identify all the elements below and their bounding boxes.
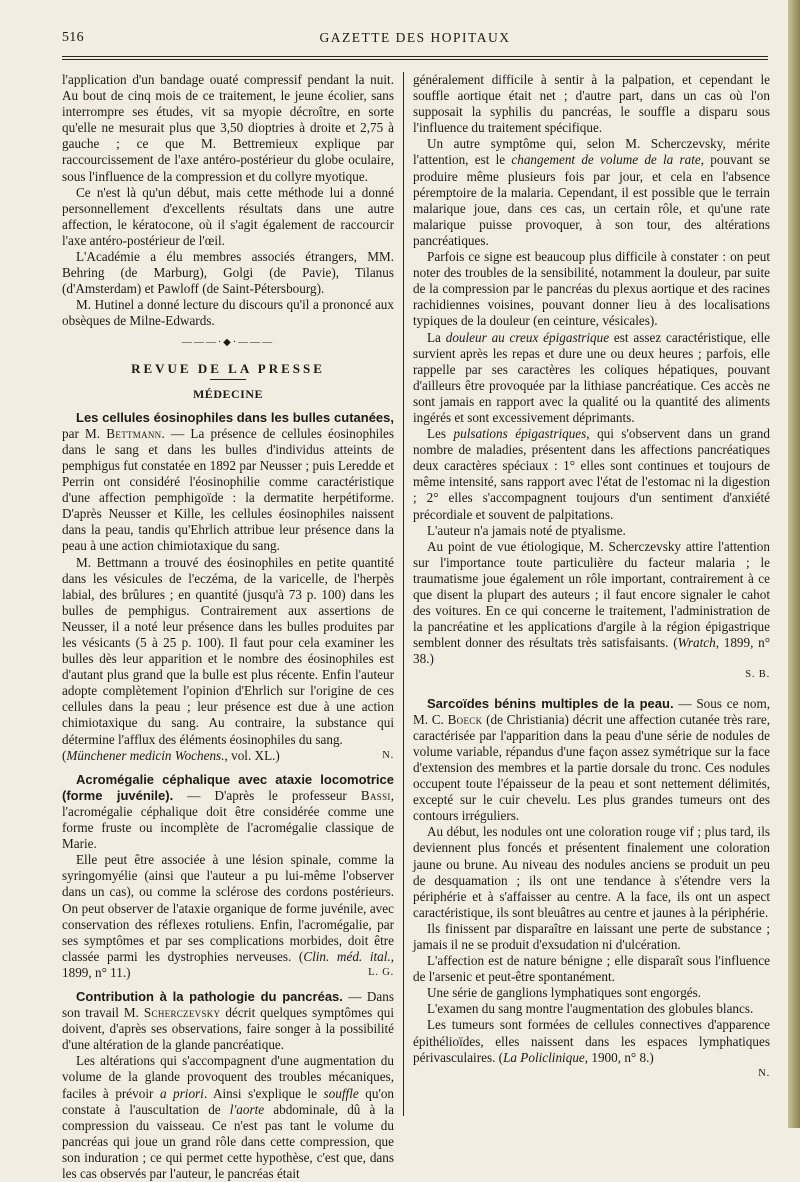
- article-eosinophiles: Les cellules éosinophiles dans les bulles cutanées, par M. Bettmann. — La présence de cellules éosinophiles dans le sang et dans les bulles d'individus atteints de pemphigus fut constatée en 1892 par Neusser ; puis Leredde et Perrin ont considéré l'éosinophilie comme caractéristique d'une affection pemphigoïde : la dermatite herpétiforme. D'après Neusser et Kille, les cellules éosinophiles naissent dans la peau, tandis qu'Ehrlich attribue leur présence dans la peau à une action chimiotaxique du sang. M. Bettmann a trouvé des éosinophiles en petite quantité dans les vésicules de l'eczéma, de la varicelle, de l'herpès labial, des brûlures ; en quantité (jusqu'à 73 p. 100) dans les bulles de pemphigus. Contrairement aux assertions de Neusser, il a noté leur présence dans les bulles produites par les vésicants (5 à 25 p. 100). Il faut pour cela examiner les bulles dès leur apparition et le nombre des éosinophiles est d'autant plus grand que la bulle est plus récente. Enfin l'auteur adopte complètement l'opinion d'Ehrlich sur l'origine de ces cellules dans la peau ; leur présence est due à une action chimiotaxique du sang. Au contraire, la substance qui détermine l'afflux des éléments éosinophiles du sang. (Münchener medicin Wochens., vol. XL.) N.: [62, 409, 394, 763]
- section-title: REVUE DE LA PRESSE: [131, 360, 325, 376]
- reference-detail: , vol. XL.): [224, 747, 280, 763]
- article-title: Contribution à la pathologie du pancréas.: [76, 988, 343, 1004]
- signature: N.: [758, 1067, 770, 1079]
- text: abdominale, dû à la compression du vaisseau. Ce n'est pas tant le volume du pancréas qui joue un grand rôle dans cette compression, que son induration ; ce qui permet cette hypothèse, c'est que, dans les cas observés par l'auteur, le pancréas était: [62, 1101, 395, 1181]
- paragraph: L'Académie a élu membres associés étrangers, MM. Behring (de Marburg), Golgi (de Pavie), Tilanus (d'Amsterdam) et Pawloff (de Saint-Pétersbourg).: [62, 249, 394, 297]
- text: . — La présence de cellules éosinophiles dans le sang et dans les bulles d'individus atteints de pemphigus fut constatée en 1892 par Neusser ; puis Leredde et Perrin ont considéré l'éosinophilie comme caractéristique d'une affection pemphigoïde : la dermatite herpétiforme. D'après Neusser et Kille, les cellules éosinophiles naissent dans la peau, tandis qu'Ehrlich attribue leur présence dans la peau à une action chimiotaxique du sang.: [62, 425, 394, 554]
- text: Un autre symptôme qui, selon M. Scherczevsky, mérite l'attention, est le: [413, 136, 770, 168]
- running-head: GAZETTE DES HOPITAUX: [319, 30, 511, 45]
- italic-text: souffle: [323, 1085, 359, 1101]
- text: par M.: [62, 425, 101, 441]
- text: Au point de vue étiologique, M. Scherczevsky attire l'attention sur l'importance toute particulière du facteur malaria ; le traumatisme joue également un rôle important, contrairement à ce que disent la plupart des auteurs ; il faut encore signaler le cahot des voitures. En ce qui concerne le traitement, l'administration de la pancréatine et les applications d'argile à la région épigastrique semblent donner des résultats très satisfaisants. (: [413, 538, 770, 651]
- text: Les tumeurs sont formées de cellules connectives d'apparence épithélioïdes, elles naissent dans les espaces lymphatiques périvasculaires. (: [413, 1017, 770, 1065]
- paragraph: généralement difficile à sentir à la palpation, et cependant le souffle aortique était net ; d'autre part, dans un cas où l'on supposait la syphilis du pancréas, le souffle a disparu sous l'influence du traitement spécifique.: [413, 72, 770, 136]
- paragraph: Ce n'est là qu'un début, mais cette méthode lui a donné personnellement d'excellents résultats dans une autre affection, le kératocone, où il s'agit également de raccourcir l'axe antéro-postérieur de l'œil.: [62, 184, 394, 248]
- author-name: Scherczevsky: [143, 1005, 221, 1021]
- subsection-title: MÉDECINE: [192, 386, 263, 401]
- italic-text: l'aorte: [229, 1101, 265, 1117]
- signature: N.: [382, 749, 394, 761]
- column-divider: [403, 72, 404, 1116]
- paragraph: M. Bettmann a trouvé des éosinophiles en petite quantité dans les vésicules de l'eczéma, de la varicelle, de l'herpès labial, des brûlures ; en quantité (jusqu'à 73 p. 100) dans les bulles de pemphigus. Contrairement aux assertions de Neusser, il a noté leur présence dans les bulles produites par les vésicants (5 à 25 p. 100). Il faut pour cela examiner les bulles dès leur apparition et le nombre des éosinophiles est d'autant plus grand que la bulle est plus récente. Enfin l'auteur adopte complètement l'opinion d'Ehrlich sur l'origine de ces cellules dans la peau ; leur présence est due à une action chimiotaxique du sang. Au contraire, la substance qui détermine l'afflux des éléments éosinophiles du sang.: [62, 554, 394, 747]
- paragraph: L'examen du sang montre l'augmentation des globules blancs.: [427, 1001, 754, 1017]
- italic-text: pulsations épigastriques: [453, 426, 587, 442]
- paragraph: Au début, les nodules ont une coloration rouge vif ; plus tard, ils deviennent plus foncés et présentent finalement une coloration jaune ou brune. Au niveau des nodules anciens se produit un peu de desquamation ; ils ont une tendance à s'étendre vers la périphérie et à s'affaisser au centre. A la face, ils ont un aspect caractéristique, ils sont bleuâtres au centre et jaunes à la périphérie.: [413, 824, 770, 920]
- article-sarcoides: [413, 696, 770, 1082]
- text: (de Christiania) décrit une affection cutanée très rare, caractérisée par l'apparition dans la peau d'une série de nodules de volume variable, répandus d'une façon assez symétrique sur la face d'extension des membres et la partie dorsale du tronc. Ces nodules occupent toute l'épaisseur de la peau et sont nettement délimités, excepté sur le cuir chevelu. Les plus grandes tumeurs ont des contours irréguliers.: [413, 711, 771, 824]
- paragraph: Ils finissent par disparaître en laissant une perte de substance ; jamais il ne se produit d'exsudation ni d'ulcération.: [413, 920, 770, 952]
- reference: La Policlinique: [503, 1049, 585, 1065]
- header-rule: [62, 56, 768, 57]
- right-column: [413, 72, 770, 1082]
- paragraph: Parfois ce signe est beaucoup plus difficile à constater : on peut noter des troubles de la sensibilité, notamment la douleur, par suite de la compression par le pancréas du plexus aortique et des racines rachidiennes voisines, pouvant donner lieu à des localisations typiques de la douleur (en ceinture, vésicales).: [413, 249, 770, 329]
- paragraph: M. Hutinel a donné lecture du discours qu'il a prononcé aux obsèques de Milne-Edwards.: [62, 297, 394, 329]
- page-edge: [788, 0, 800, 1128]
- header-rule-2: [62, 59, 768, 60]
- article-acromegalie: Acromégalie céphalique avec ataxie locomotrice (forme juvénile). — D'après le professeur Bassi, l'acromégalie céphalique doit être considérée comme une forme fruste ou incomplète de l'acromégalie classique de Marie. Elle peut être associée à une lésion spinale, comme la syringomyélie (ainsi que l'auteur a pu lui-même l'observer dans un cas), ou comme la sclérose des cordons postérieurs. On peut observer de l'ataxie organique de forme juvénile, avec conservation des réflexes rotuliens. Enfin, l'acromégalie, par ses symptômes et par ses complications morbides, doit être classée parmi les dystrophies nerveuses. (Clin. méd. ital., 1899, n° 11.) L. G.: [62, 771, 395, 980]
- reference: Münchener medicin Wochens.: [66, 747, 225, 763]
- reference-detail: , 1899, n° 38.): [413, 635, 771, 667]
- signature: S. B.: [745, 669, 770, 681]
- author-name: Bettmann: [106, 425, 162, 441]
- text: Les altérations qui s'accompagnent d'une augmentation du volume de la glande provoquent des troubles mécaniques, faciles à prévoir: [62, 1053, 394, 1101]
- text: . Ainsi s'explique le: [203, 1085, 318, 1101]
- text: La: [427, 329, 441, 345]
- page-number: 516: [62, 30, 84, 45]
- left-column: [62, 72, 394, 1182]
- paragraph: Elle peut être associée à une lésion spinale, comme la syringomyélie (ainsi que l'auteur a pu lui-même l'observer dans un cas), ou comme la sclérose des cordons postérieurs. On peut observer de l'ataxie organique de forme juvénile, avec conservation des réflexes rotuliens. Enfin, l'acromégalie, par ses symptômes et par ses complications morbides, doit être classée parmi les dystrophies nerveuses.: [62, 852, 394, 964]
- paragraph: L'affection est de nature bénigne ; elle disparaît sous l'influence de l'arsenic et peut-être spontanément.: [413, 953, 770, 985]
- paragraph: L'auteur n'a jamais noté de ptyalisme.: [427, 522, 626, 538]
- page-header: [62, 30, 768, 50]
- text: — D'après le professeur: [187, 787, 347, 803]
- article-title: Les cellules éosinophiles dans les bulles cutanées,: [76, 409, 394, 425]
- signature: L. G.: [368, 966, 394, 978]
- ornament-divider: ———·◆·———: [181, 336, 275, 348]
- text: qu'on constate à l'auscultation de: [62, 1085, 395, 1117]
- italic-text: a priori: [159, 1085, 204, 1101]
- author-name: Boeck: [447, 711, 483, 727]
- text: , qui s'observent dans un grand nombre de maladies, présentent dans les affections pancréatiques deux caractères spéciaux : 1° elles sont continues et toujours de même intensité, sans rapport avec l'état de l'estomac ni la digestion ; 2° elles s'accompagnent toujours d'un sentiment d'anxiété précordiale et souvent de palpitations.: [413, 426, 770, 522]
- italic-text: changement de volume de la rate: [511, 152, 701, 168]
- paragraph: Une série de ganglions lymphatiques sont engorgés.: [427, 985, 702, 1001]
- text: décrit quelques symptômes qui doivent, d'après ses observations, faire songer à la possibilité d'une altération de la glande pancréatique.: [62, 1005, 395, 1053]
- reference: Wratch: [677, 635, 716, 651]
- reference-detail: , 1899, n° 11.): [62, 948, 394, 980]
- text: , pouvant se produire même plusieurs fois par jour, et cela en l'absence péremptoire de la malaria. Cependant, il est possible que le terrain malarique joue, dans ces cas, un certain rôle, et qu'une rate malarique puisse provoquer, à son tour, des altérations pancréatiques.: [413, 152, 770, 248]
- article-title: Sarcoïdes bénins multiples de la peau.: [427, 695, 674, 711]
- article-pancreas: [62, 989, 394, 1182]
- paragraph: l'application d'un bandage ouaté compressif pendant la nuit. Au bout de cinq mois de ce traitement, le jeune écolier, sans interrompre ses études, vit sa myopie décroître, en sorte qu'elle ne mesurait plus que 3,50 dioptries à droite et 2,75 à gauche ; ce que M. Bettremieux explique par raccourcissement de l'axe antéro-postérieur du globe oculaire, sous l'influence de la compression et du collyre myotique.: [62, 72, 394, 184]
- text: est assez caractéristique, elle survient après les repas et dure une ou deux heures ; parfois, elle rappelle par ses caractères les coliques hépatiques, pouvant d'ailleurs être provoquée par la lithiase pancréatique. Ces accès ne sont jamais en rapport avec la qualité ou la quantité des aliments ingérés et sont excessivement déprimants.: [413, 329, 771, 425]
- text: , l'acromégalie céphalique doit être considérée comme une forme fruste ou incomplète de l'acromégalie classique de Marie.: [62, 787, 395, 852]
- short-rule: [210, 379, 246, 380]
- italic-text: douleur au creux épigastrique: [445, 329, 610, 345]
- text: — Sous ce nom, M. C.: [413, 695, 770, 727]
- article-title: Acromégalie céphalique avec ataxie locomotrice (forme juvénile).: [62, 771, 394, 803]
- author-name: Bassi: [360, 787, 391, 803]
- text: — Dans son travail M.: [62, 988, 394, 1021]
- text: Les: [427, 426, 447, 442]
- reference: Clin. méd. ital.: [303, 948, 391, 964]
- reference-detail: , 1900, n° 8.): [584, 1049, 654, 1065]
